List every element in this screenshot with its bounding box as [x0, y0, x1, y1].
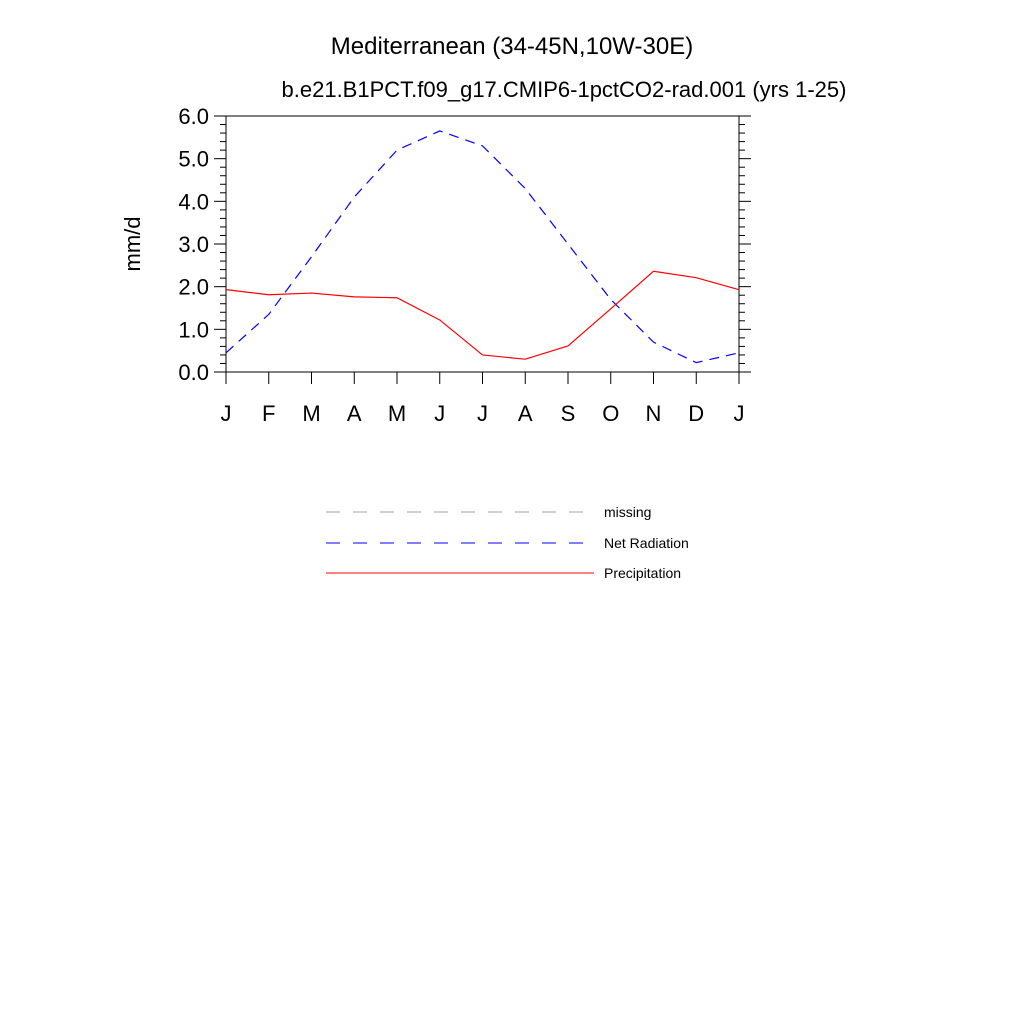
- y-axis-label: mm/d: [120, 216, 145, 272]
- x-tick-label: J: [733, 401, 745, 426]
- y-tick-label: 5.0: [178, 146, 209, 172]
- legend: [326, 504, 689, 581]
- x-tick-label: D: [688, 401, 705, 426]
- x-tick-label: J: [220, 401, 232, 426]
- y-tick-label: 3.0: [178, 232, 209, 257]
- chart-title: Mediterranean (34-45N,10W-30E): [330, 33, 694, 60]
- y-tick-label: 2.0: [178, 274, 209, 300]
- legend-label: missing: [604, 504, 652, 520]
- series-line-2: [226, 271, 739, 359]
- y-tick-label: 1.0: [178, 317, 209, 343]
- legend-label: Precipitation: [604, 565, 682, 581]
- chart-subtitle: b.e21.B1PCT.f09_g17.CMIP6-1pctCO2-rad.001 (yrs 1-25): [281, 77, 847, 102]
- x-tick-label: J: [477, 401, 488, 426]
- y-tick-label: 4.0: [178, 189, 209, 215]
- x-tick-label: M: [387, 401, 407, 426]
- x-tick-label: S: [560, 401, 576, 426]
- x-tick-label: A: [517, 401, 533, 426]
- y-tick-label: 0.0: [178, 360, 209, 385]
- axis-ticks: [214, 116, 751, 384]
- x-tick-label: A: [346, 401, 362, 426]
- x-tick-label: F: [262, 401, 276, 426]
- plot-frame: [226, 116, 739, 372]
- tick-labels: [178, 104, 744, 426]
- series-lines: [226, 131, 739, 363]
- x-tick-label: J: [434, 401, 446, 426]
- y-tick-label: 6.0: [178, 104, 209, 129]
- x-tick-label: N: [645, 401, 662, 426]
- x-tick-label: M: [302, 401, 321, 426]
- legend-label: Net Radiation: [604, 535, 689, 551]
- series-line-1: [226, 131, 739, 363]
- x-tick-label: O: [602, 401, 620, 426]
